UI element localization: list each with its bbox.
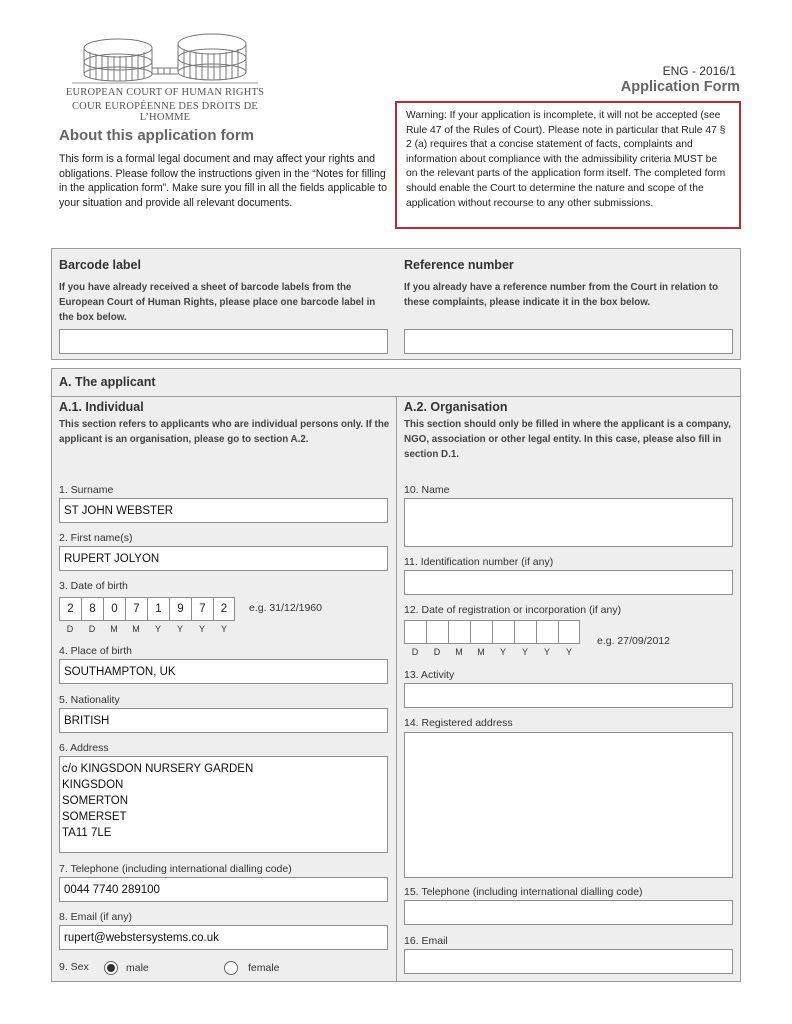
barcode-title: Barcode label — [59, 258, 141, 272]
applicant-panel — [51, 368, 741, 982]
org-name-field[interactable] — [404, 498, 733, 547]
organisation-note: This section should only be filled in where the applicant is a company, NGO, association or other legal entity. In this case, please also fill in section D.1. — [404, 419, 731, 460]
first-names-field[interactable]: RUPERT JOLYON — [59, 546, 388, 571]
applicant-section-title: A. The applicant — [59, 375, 156, 389]
phone-field[interactable]: 0044 7740 289100 — [59, 877, 388, 902]
dob-digit[interactable]: 7 — [125, 597, 147, 621]
dob-format-letter: M — [110, 624, 118, 634]
reference-number-field[interactable] — [404, 329, 733, 354]
org-id-label: 11. Identification number (if any) — [404, 556, 554, 568]
org-name-label: 10. Name — [404, 484, 450, 496]
reg-date-digit[interactable] — [448, 620, 470, 644]
barcode-reference-panel — [51, 248, 741, 360]
reg-date-format-letter: M — [455, 647, 463, 657]
warning-box: Warning: If your application is incomplete, it will not be accepted (see Rule 47 of the Rules of Court). Please note in particular that Rule 47 § 2 (a) requires that a concise statement of facts, complaints and information about compliance with the admissibility criteria MUST be on the relevant parts of the application form itself. The completed form should enable the Court to determine the nature and scope of the application without recourse to any other submissions. — [395, 101, 741, 229]
sex-female-option[interactable] — [224, 961, 280, 975]
reg-date-digit[interactable] — [470, 620, 492, 644]
radio-unselected-icon[interactable] — [224, 961, 238, 975]
dob-format-letter: Y — [176, 624, 183, 634]
dob-format-letter: D — [66, 624, 74, 634]
reg-date-digit[interactable] — [536, 620, 558, 644]
dob-format-letter: Y — [154, 624, 161, 634]
dob-format-letter: M — [132, 624, 140, 634]
reference-title: Reference number — [404, 258, 514, 272]
court-name-fr: COUR EUROPÉENNE DES DROITS DE L’HOMME — [71, 101, 259, 123]
address-label: 6. Address — [59, 742, 109, 754]
activity-field[interactable] — [404, 683, 733, 708]
phone-label: 7. Telephone (including international dialling code) — [59, 863, 292, 875]
reg-date-digit[interactable] — [558, 620, 580, 644]
sex-female-label: female — [248, 962, 280, 974]
pob-field[interactable]: SOUTHAMPTON, UK — [59, 659, 388, 684]
barcode-note: If you have already received a sheet of barcode labels from the European Court of Human Rights, please place one barcode label in the box below. — [59, 282, 376, 323]
dob-digit[interactable]: 1 — [147, 597, 169, 621]
activity-label: 13. Activity — [404, 669, 455, 681]
dob-label: 3. Date of birth — [59, 580, 128, 592]
dob-format-letter: Y — [220, 624, 227, 634]
reg-date-example: e.g. 27/09/2012 — [597, 635, 670, 647]
reg-date-digit[interactable] — [426, 620, 448, 644]
nationality-label: 5. Nationality — [59, 694, 120, 706]
surname-label: 1. Surname — [59, 484, 114, 496]
organisation-title: A.2. Organisation — [404, 400, 508, 414]
court-building-icon — [52, 28, 278, 86]
reference-note: If you already have a reference number from the Court in relation to these complaints, please indicate it in the box below. — [404, 282, 719, 308]
email-field[interactable]: rupert@webstersystems.co.uk — [59, 925, 388, 950]
reg-date-format-letter: M — [477, 647, 485, 657]
dob-digit[interactable]: 2 — [59, 597, 81, 621]
sex-male-label: male — [126, 962, 149, 974]
dob-format-letter: D — [88, 624, 96, 634]
reg-date-label: 12. Date of registration or incorporation (if any) — [404, 604, 622, 616]
org-id-field[interactable] — [404, 570, 733, 595]
dob-digit[interactable]: 7 — [191, 597, 213, 621]
form-code: ENG - 2016/1 — [662, 64, 736, 78]
reg-date-format-letter: Y — [499, 647, 506, 657]
registered-address-field[interactable] — [404, 732, 733, 878]
dob-format-letter: Y — [198, 624, 205, 634]
sex-male-option[interactable] — [104, 961, 149, 975]
dob-digit[interactable]: 0 — [103, 597, 125, 621]
court-name-en: EUROPEAN COURT OF HUMAN RIGHTS — [65, 87, 265, 98]
email-label: 8. Email (if any) — [59, 911, 132, 923]
reg-date-format-letter: Y — [565, 647, 572, 657]
pob-label: 4. Place of birth — [59, 645, 132, 657]
surname-field[interactable]: ST JOHN WEBSTER — [59, 498, 388, 523]
dob-digit[interactable]: 8 — [81, 597, 103, 621]
dob-digit[interactable]: 9 — [169, 597, 191, 621]
sex-label: 9. Sex — [59, 961, 89, 973]
barcode-field[interactable] — [59, 329, 388, 354]
nationality-field[interactable]: BRITISH — [59, 708, 388, 733]
form-title: Application Form — [620, 79, 740, 95]
individual-note: This section refers to applicants who are individual persons only. If the applicant is an organisation, please go to section A.2. — [59, 419, 390, 445]
court-logo — [52, 28, 278, 123]
reg-date-format-letters — [404, 647, 580, 657]
org-phone-field[interactable] — [404, 900, 733, 925]
org-email-field[interactable] — [404, 949, 733, 974]
column-divider — [396, 396, 397, 981]
dob-digit[interactable]: 2 — [213, 597, 235, 621]
reg-date-digit[interactable] — [404, 620, 426, 644]
dob-example: e.g. 31/12/1960 — [249, 602, 322, 614]
reg-date-digit[interactable] — [514, 620, 536, 644]
reg-date-digit[interactable] — [492, 620, 514, 644]
reg-date-field[interactable] — [404, 620, 580, 644]
org-phone-label: 15. Telephone (including international dialling code) — [404, 886, 643, 898]
individual-title: A.1. Individual — [59, 400, 144, 414]
address-field[interactable]: c/o KINGSDON NURSERY GARDEN KINGSDON SOMERTON SOMERSET TA11 7LE — [59, 756, 388, 853]
first-names-label: 2. First name(s) — [59, 532, 133, 544]
registered-address-label: 14. Registered address — [404, 717, 513, 729]
dob-format-letters — [59, 624, 235, 634]
reg-date-format-letter: Y — [521, 647, 528, 657]
radio-selected-icon[interactable] — [104, 961, 118, 975]
about-title: About this application form — [59, 127, 254, 144]
reg-date-format-letter: Y — [543, 647, 550, 657]
reg-date-format-letter: D — [433, 647, 441, 657]
org-email-label: 16. Email — [404, 935, 448, 947]
dob-field[interactable] — [59, 597, 235, 621]
about-body: This form is a formal legal document and may affect your rights and obligations. Please follow the instructions given in the “Notes for filling in the application form”. Make sure you fill in all the fields applicable to your situation and provide all relevant documents. — [59, 153, 387, 209]
reg-date-format-letter: D — [411, 647, 419, 657]
